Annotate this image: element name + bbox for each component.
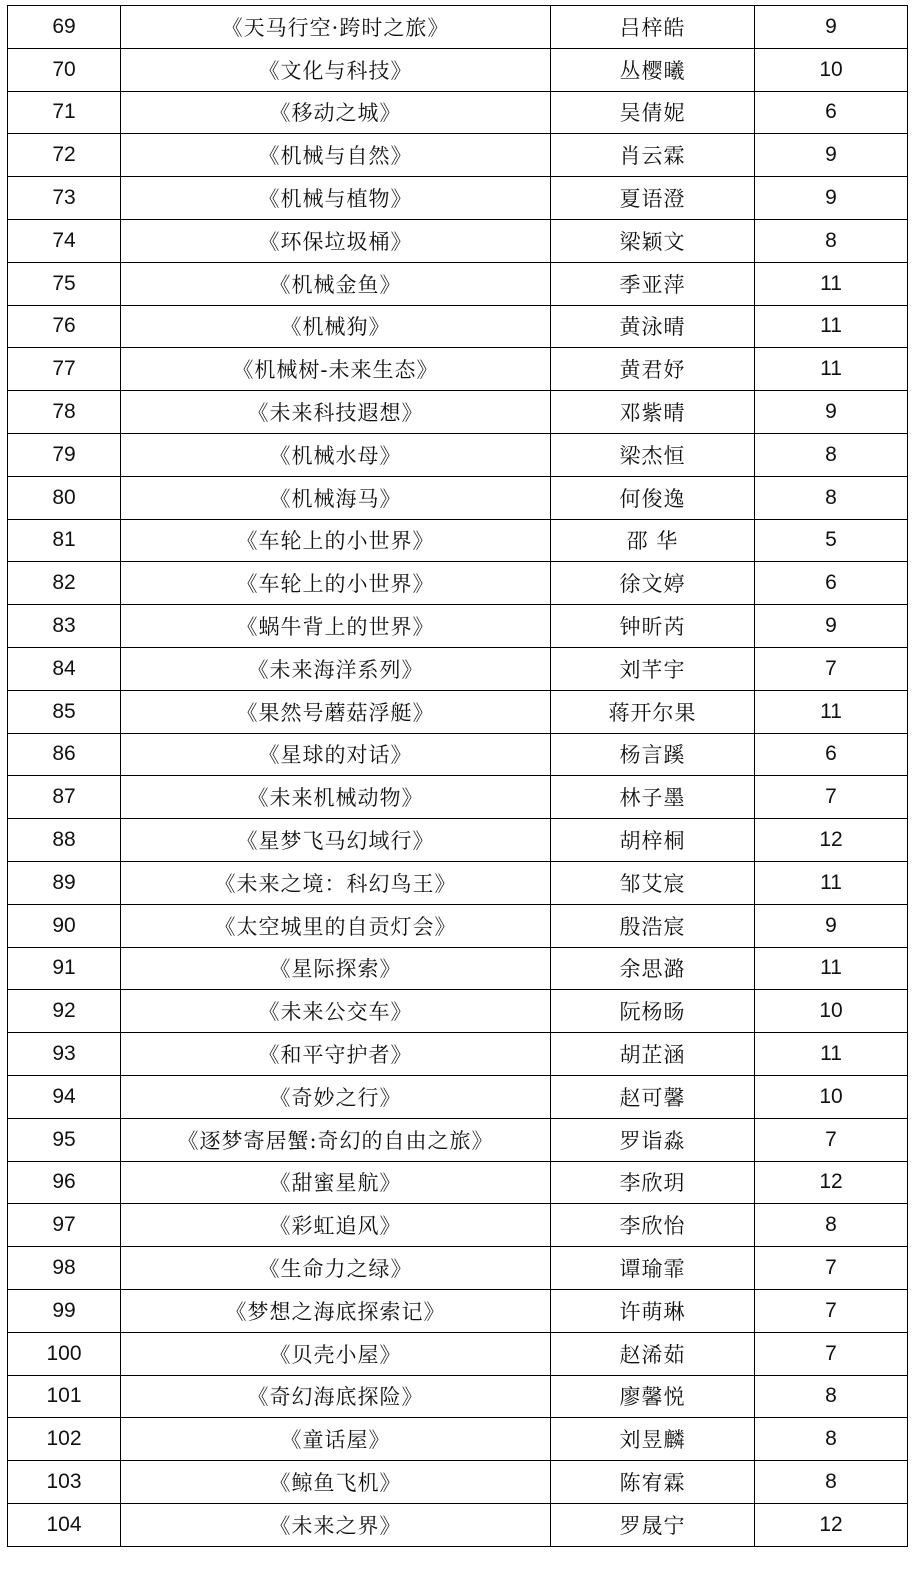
table-row [8,904,908,947]
artwork-title: 《文化与科技》 [121,48,551,91]
artist-age: 7 [755,776,908,819]
artist-age: 7 [755,1247,908,1290]
artist-name: 赵可馨 [551,1075,755,1118]
table-row [8,1204,908,1247]
artwork-title: 《鲸鱼飞机》 [121,1461,551,1504]
artwork-title: 《未来机械动物》 [121,776,551,819]
table-row [8,177,908,220]
artwork-title: 《环保垃圾桶》 [121,219,551,262]
artist-age: 12 [755,1503,908,1546]
artwork-title: 《童话屋》 [121,1418,551,1461]
table-row [8,1289,908,1332]
table-row [8,1118,908,1161]
artwork-title: 《机械树-未来生态》 [121,348,551,391]
artwork-title: 《机械与自然》 [121,134,551,177]
artist-name: 黄泳晴 [551,305,755,348]
entry-number: 77 [8,348,121,391]
artist-age: 8 [755,1461,908,1504]
artist-age: 9 [755,904,908,947]
artist-age: 8 [755,433,908,476]
artist-name: 梁杰恒 [551,433,755,476]
artist-name: 刘芊宇 [551,647,755,690]
artist-age: 9 [755,391,908,434]
artwork-title: 《未来之界》 [121,1503,551,1546]
artwork-title: 《生命力之绿》 [121,1247,551,1290]
entry-number: 76 [8,305,121,348]
entry-number: 79 [8,433,121,476]
artwork-title: 《未来公交车》 [121,990,551,1033]
artwork-title: 《和平守护者》 [121,1033,551,1076]
entry-number: 75 [8,262,121,305]
table-row [8,1375,908,1418]
table-row [8,819,908,862]
table-row [8,348,908,391]
artist-age: 5 [755,519,908,562]
table-row [8,519,908,562]
table-row [8,476,908,519]
entry-number: 96 [8,1161,121,1204]
entry-number: 85 [8,690,121,733]
artist-name: 蒋开尔果 [551,690,755,733]
entry-number: 69 [8,6,121,49]
entry-number: 102 [8,1418,121,1461]
artist-name: 邓紫晴 [551,391,755,434]
table-row [8,690,908,733]
artist-age: 11 [755,690,908,733]
table-row [8,1161,908,1204]
entry-number: 99 [8,1289,121,1332]
artist-name: 罗诣淼 [551,1118,755,1161]
artist-age: 11 [755,861,908,904]
entry-number: 86 [8,733,121,776]
artist-name: 何俊逸 [551,476,755,519]
entry-number: 92 [8,990,121,1033]
artist-age: 10 [755,48,908,91]
entry-number: 74 [8,219,121,262]
artwork-title: 《星球的对话》 [121,733,551,776]
artwork-title: 《梦想之海底探索记》 [121,1289,551,1332]
artist-name: 陈宥霖 [551,1461,755,1504]
artwork-title: 《未来之境：科幻鸟王》 [121,861,551,904]
artist-name: 邵 华 [551,519,755,562]
artwork-title: 《车轮上的小世界》 [121,519,551,562]
entry-number: 70 [8,48,121,91]
artist-name: 吕梓皓 [551,6,755,49]
table-row [8,1503,908,1546]
artist-name: 黄君妤 [551,348,755,391]
artist-name: 许萌琳 [551,1289,755,1332]
table-row [8,262,908,305]
entry-number: 103 [8,1461,121,1504]
artist-name: 殷浩宸 [551,904,755,947]
artwork-title: 《贝壳小屋》 [121,1332,551,1375]
artwork-title: 《机械与植物》 [121,177,551,220]
artist-name: 肖云霖 [551,134,755,177]
artist-name: 赵浠茹 [551,1332,755,1375]
artwork-title: 《彩虹追风》 [121,1204,551,1247]
artwork-title: 《星梦飞马幻域行》 [121,819,551,862]
artist-name: 丛樱曦 [551,48,755,91]
entry-number: 90 [8,904,121,947]
entry-number: 81 [8,519,121,562]
artist-name: 廖馨悦 [551,1375,755,1418]
artist-name: 夏语澄 [551,177,755,220]
artist-name: 林子墨 [551,776,755,819]
artist-age: 7 [755,647,908,690]
artist-name: 吴倩妮 [551,91,755,134]
artwork-title: 《车轮上的小世界》 [121,562,551,605]
entries-table [7,5,908,1547]
entry-number: 82 [8,562,121,605]
entry-number: 91 [8,947,121,990]
artwork-title: 《逐梦寄居蟹:奇幻的自由之旅》 [121,1118,551,1161]
entry-number: 83 [8,605,121,648]
artist-age: 6 [755,733,908,776]
entry-number: 88 [8,819,121,862]
artist-name: 刘昱麟 [551,1418,755,1461]
table-row [8,1075,908,1118]
table-row [8,733,908,776]
artwork-title: 《移动之城》 [121,91,551,134]
artwork-title: 《甜蜜星航》 [121,1161,551,1204]
artist-name: 杨言蹊 [551,733,755,776]
artwork-title: 《太空城里的自贡灯会》 [121,904,551,947]
artist-age: 8 [755,1375,908,1418]
entry-number: 87 [8,776,121,819]
artist-age: 7 [755,1332,908,1375]
entry-number: 73 [8,177,121,220]
artist-age: 9 [755,134,908,177]
table-row [8,6,908,49]
artwork-title: 《机械海马》 [121,476,551,519]
artist-name: 李欣怡 [551,1204,755,1247]
entry-number: 93 [8,1033,121,1076]
artwork-title: 《天马行空·跨时之旅》 [121,6,551,49]
artwork-title: 《机械狗》 [121,305,551,348]
artist-name: 邹艾宸 [551,861,755,904]
artist-age: 8 [755,1204,908,1247]
table-row [8,1033,908,1076]
entry-number: 104 [8,1503,121,1546]
entries-table-body [8,6,908,1547]
entry-number: 95 [8,1118,121,1161]
artwork-title: 《机械金鱼》 [121,262,551,305]
table-row [8,1332,908,1375]
document-page [7,5,907,1547]
entry-number: 94 [8,1075,121,1118]
table-row [8,391,908,434]
table-row [8,647,908,690]
artist-age: 10 [755,1075,908,1118]
artwork-title: 《奇妙之行》 [121,1075,551,1118]
table-row [8,1247,908,1290]
entry-number: 89 [8,861,121,904]
table-row [8,1418,908,1461]
table-row [8,861,908,904]
artist-age: 7 [755,1118,908,1161]
artist-name: 李欣玥 [551,1161,755,1204]
table-row [8,48,908,91]
artist-age: 9 [755,6,908,49]
artwork-title: 《星际探索》 [121,947,551,990]
artwork-title: 《未来海洋系列》 [121,647,551,690]
table-row [8,134,908,177]
table-row [8,990,908,1033]
artist-age: 8 [755,1418,908,1461]
entry-number: 100 [8,1332,121,1375]
artist-age: 11 [755,947,908,990]
artist-age: 10 [755,990,908,1033]
artwork-title: 《未来科技遐想》 [121,391,551,434]
table-row [8,562,908,605]
artist-name: 梁颖文 [551,219,755,262]
table-row [8,947,908,990]
entry-number: 97 [8,1204,121,1247]
table-row [8,433,908,476]
artist-age: 12 [755,819,908,862]
entry-number: 80 [8,476,121,519]
artist-name: 钟昕芮 [551,605,755,648]
table-row [8,1461,908,1504]
table-row [8,91,908,134]
artist-age: 11 [755,348,908,391]
artist-name: 徐文婷 [551,562,755,605]
table-row [8,776,908,819]
entry-number: 78 [8,391,121,434]
artist-age: 8 [755,219,908,262]
artist-name: 胡梓桐 [551,819,755,862]
artist-age: 6 [755,91,908,134]
artist-age: 11 [755,262,908,305]
artist-name: 余思潞 [551,947,755,990]
entry-number: 84 [8,647,121,690]
artist-name: 罗晟宁 [551,1503,755,1546]
artist-age: 7 [755,1289,908,1332]
entry-number: 101 [8,1375,121,1418]
artist-name: 胡芷涵 [551,1033,755,1076]
artist-name: 季亚萍 [551,262,755,305]
table-row [8,219,908,262]
table-row [8,605,908,648]
artist-age: 11 [755,305,908,348]
artist-age: 6 [755,562,908,605]
entry-number: 72 [8,134,121,177]
artist-age: 9 [755,177,908,220]
artist-name: 谭瑜霏 [551,1247,755,1290]
table-row [8,305,908,348]
entry-number: 98 [8,1247,121,1290]
artist-age: 11 [755,1033,908,1076]
artwork-title: 《奇幻海底探险》 [121,1375,551,1418]
artwork-title: 《果然号蘑菇浮艇》 [121,690,551,733]
artist-age: 9 [755,605,908,648]
artist-age: 12 [755,1161,908,1204]
artwork-title: 《蜗牛背上的世界》 [121,605,551,648]
artist-name: 阮杨旸 [551,990,755,1033]
artist-age: 8 [755,476,908,519]
artwork-title: 《机械水母》 [121,433,551,476]
entry-number: 71 [8,91,121,134]
